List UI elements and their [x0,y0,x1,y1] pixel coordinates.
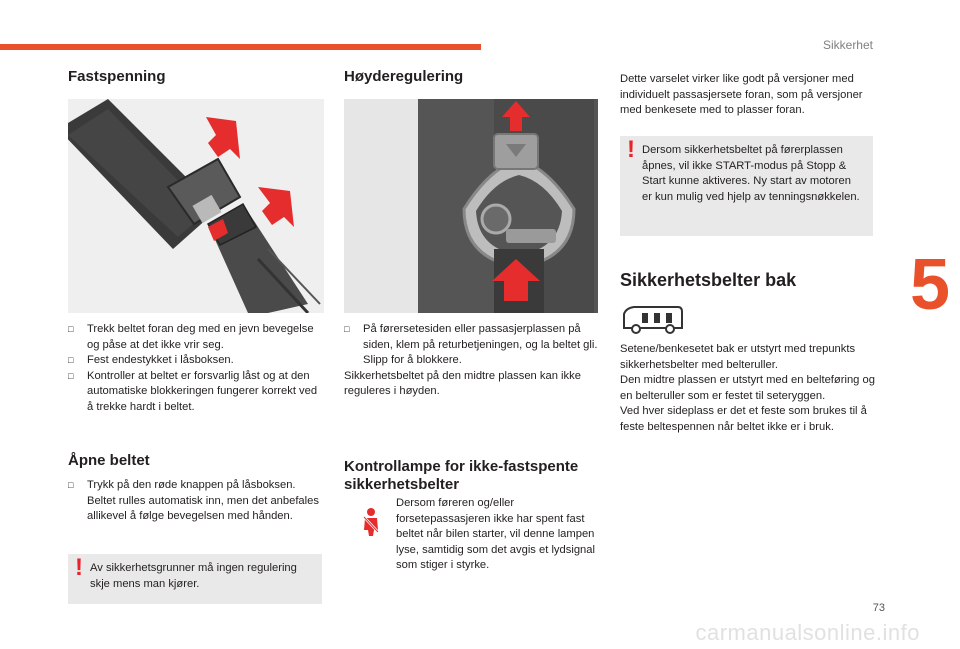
list-item: □ Trekk beltet foran deg med en jevn bevegelse og påse at det ikke vrir seg. [68,323,314,351]
lamp-description: Dersom føreren og/eller forsetepassasjeren ikke har spent fast beltet når bilen starter, vil denne lampen lyse, samtidig som det avgis et lydsignal som stiger i styrke. [396,497,595,572]
van-seats-icon [620,304,684,334]
page-number: 73 [872,602,885,614]
checkbox-bullet-icon: □ [68,324,74,334]
rear-belt-para: Setene/benkesetet bak er utstyrt med trepunkts sikkerhetsbelter med belteruller. [620,343,856,371]
heading-apne-beltet: Åpne beltet [68,452,150,469]
height-adjust-illustration [344,99,598,313]
list-item: □ Fest endestykket i låsboksen. [68,353,324,369]
height-adjuster-icon [344,99,598,313]
watermark: carmanualsonline.info [695,620,920,645]
warning-box: ! Dersom sikkerhetsbeltet på førerplassen åpnes, vil ikke START-modus på Stopp & Start kunne aktiveres. Ny start av motoren er kun mulig ved hjelp av tenningsnøkkelen. [620,136,873,236]
fasten-steps [68,322,324,416]
rear-belt-text [620,342,876,436]
buckle-illustration [68,99,324,313]
heading-hoyderegulering: Høyderegulering [344,68,464,85]
exclamation-icon: ! [75,554,83,581]
heading-kontrollampe: Kontrollampe for ikke-fastspente sikkerhetsbelter [344,458,579,493]
heading-fastspenning: Fastspenning [68,68,166,85]
seatbelt-buckle-icon [68,99,324,313]
chapter-number: 5 [909,245,951,325]
release-steps [68,478,324,525]
rear-belt-para: Ved hver sideplass er det et feste som brukes til å feste beltespennen når beltet ikke er i bruk. [620,405,867,433]
warning-box: ! Av sikkerhetsgrunner må ingen regulering skje mens man kjører. [68,554,322,604]
checkbox-bullet-icon: □ [68,355,74,366]
middle-seat-note: Sikkerhetsbeltet på den midtre plassen kan ikke reguleres i høyden. [344,369,581,398]
section-label: Sikkerhet [822,38,873,52]
checkbox-bullet-icon: □ [68,370,74,381]
exclamation-icon: ! [627,136,635,163]
checkbox-bullet-icon: □ [68,480,74,490]
checkbox-bullet-icon: □ [344,324,350,334]
height-steps [344,322,600,400]
list-item: □ Trykk på den røde knappen på låsboksen. Beltet rulles automatisk inn, men det anbefales allikevel å følge bevegelsen med hånden. [68,479,319,523]
list-item: □ Kontroller at beltet er forsvarlig låst og at den automatiske blokkeringen fungerer korrekt ved å trekke hardt i beltet. [68,369,318,413]
intro-text: Dette varselet virker like godt på versjoner med individuelt passasjersete foran, som på versjoner med benkesete med to plasser foran. [620,73,863,117]
heading-sikkerhetsbelter-bak: Sikkerhetsbelter bak [620,270,797,290]
rear-belt-para: Den midtre plassen er utstyrt med en belteføring og en belteruller som er festet til seteryggen. [620,374,875,402]
list-item: □ På førersetesiden eller passasjerplassen på siden, klem på returbetjeningen, og la beltet gli. Slipp for å blokkere. [344,323,598,367]
top-accent-bar [0,44,481,50]
seatbelt-warning-icon [356,506,386,536]
